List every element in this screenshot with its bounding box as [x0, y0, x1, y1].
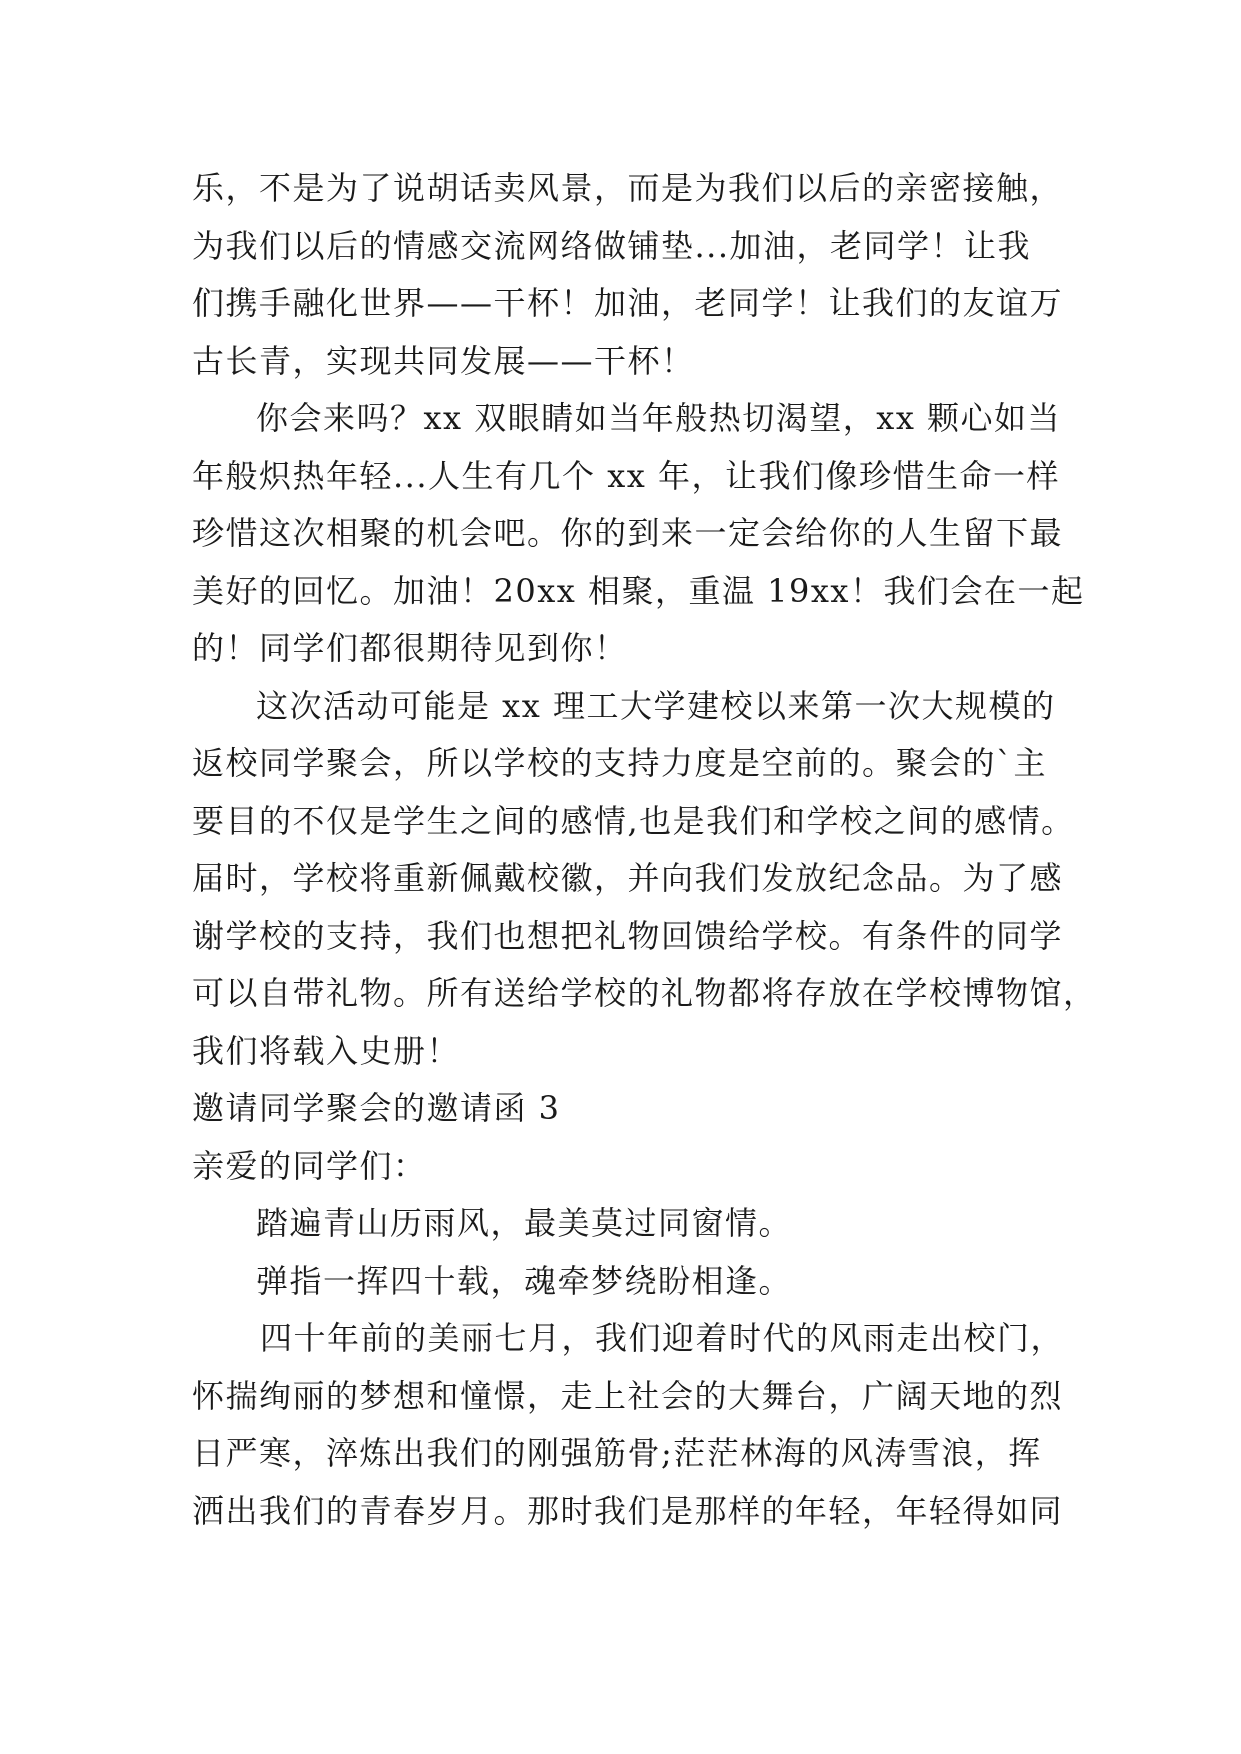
paragraph-1 — [192, 160, 1072, 390]
text-line: 我们将载入史册！ — [192, 1031, 461, 1070]
text-line: 们携手融化世界——干杯！加油，老同学！让我们的友谊万 — [192, 284, 1064, 322]
text-line: 洒出我们的青春岁月。那时我们是那样的年轻，年轻得如同 — [192, 1491, 1064, 1530]
text-line: 谢学校的支持，我们也想把礼物回馈给学校。有条件的同学 — [192, 916, 1064, 955]
text-line: 四十年前的美丽七月，我们迎着时代的风雨走出校门， — [260, 1319, 1065, 1357]
poem-line: 弹指一挥四十载，魂牵梦绕盼相逢。 — [256, 1261, 793, 1300]
text-line: 返校同学聚会，所以学校的支持力度是空前的。聚会的`主 — [192, 744, 1048, 782]
document-body — [192, 160, 1097, 1540]
text-line: 日严寒，淬炼出我们的刚强筋骨;茫茫林海的风涛雪浪，挥 — [192, 1434, 1042, 1472]
paragraph-4 — [192, 1310, 1072, 1540]
text-line: 这次活动可能是 xx 理工大学建校以来第一次大规模的 — [256, 686, 1056, 725]
text-line: 乐，不是为了说胡话卖风景，而是为我们以后的亲密接触， — [192, 169, 1064, 207]
text-line: 美好的回忆。加油！20xx 相聚，重温 19xx！我们会在一起 — [192, 571, 1085, 610]
text-line: 要目的不仅是学生之间的感情,也是我们和学校之间的感情。 — [192, 801, 1075, 840]
text-line: 为我们以后的情感交流网络做铺垫...加油，老同学！让我 — [192, 226, 1032, 265]
text-line: 珍惜这次相聚的机会吧。你的到来一定会给你的人生留下最 — [192, 514, 1064, 552]
text-line: 怀揣绚丽的梦想和憧憬，走上社会的大舞台，广阔天地的烈 — [192, 1376, 1064, 1415]
paragraph-3 — [192, 678, 1097, 1081]
text-line: 届时，学校将重新佩戴校徽，并向我们发放纪念品。为了感 — [192, 859, 1064, 897]
text-line: 可以自带礼物。所有送给学校的礼物都将存放在学校博物馆， — [192, 974, 1097, 1012]
text-line: 你会来吗？xx 双眼睛如当年般热切渴望，xx 颗心如当 — [256, 399, 1062, 437]
poem-line: 踏遍青山历雨风，最美莫过同窗情。 — [256, 1204, 793, 1242]
text-line: 的！同学们都很期待见到你！ — [192, 629, 628, 667]
salutation: 亲爱的同学们： — [192, 1146, 427, 1185]
text-line: 年般炽热年轻...人生有几个 xx 年，让我们像珍惜生命一样 — [192, 456, 1060, 495]
paragraph-2 — [192, 390, 1085, 678]
section-heading: 邀请同学聚会的邀请函 3 — [192, 1089, 561, 1127]
text-line: 古长青，实现共同发展——干杯！ — [192, 341, 695, 380]
